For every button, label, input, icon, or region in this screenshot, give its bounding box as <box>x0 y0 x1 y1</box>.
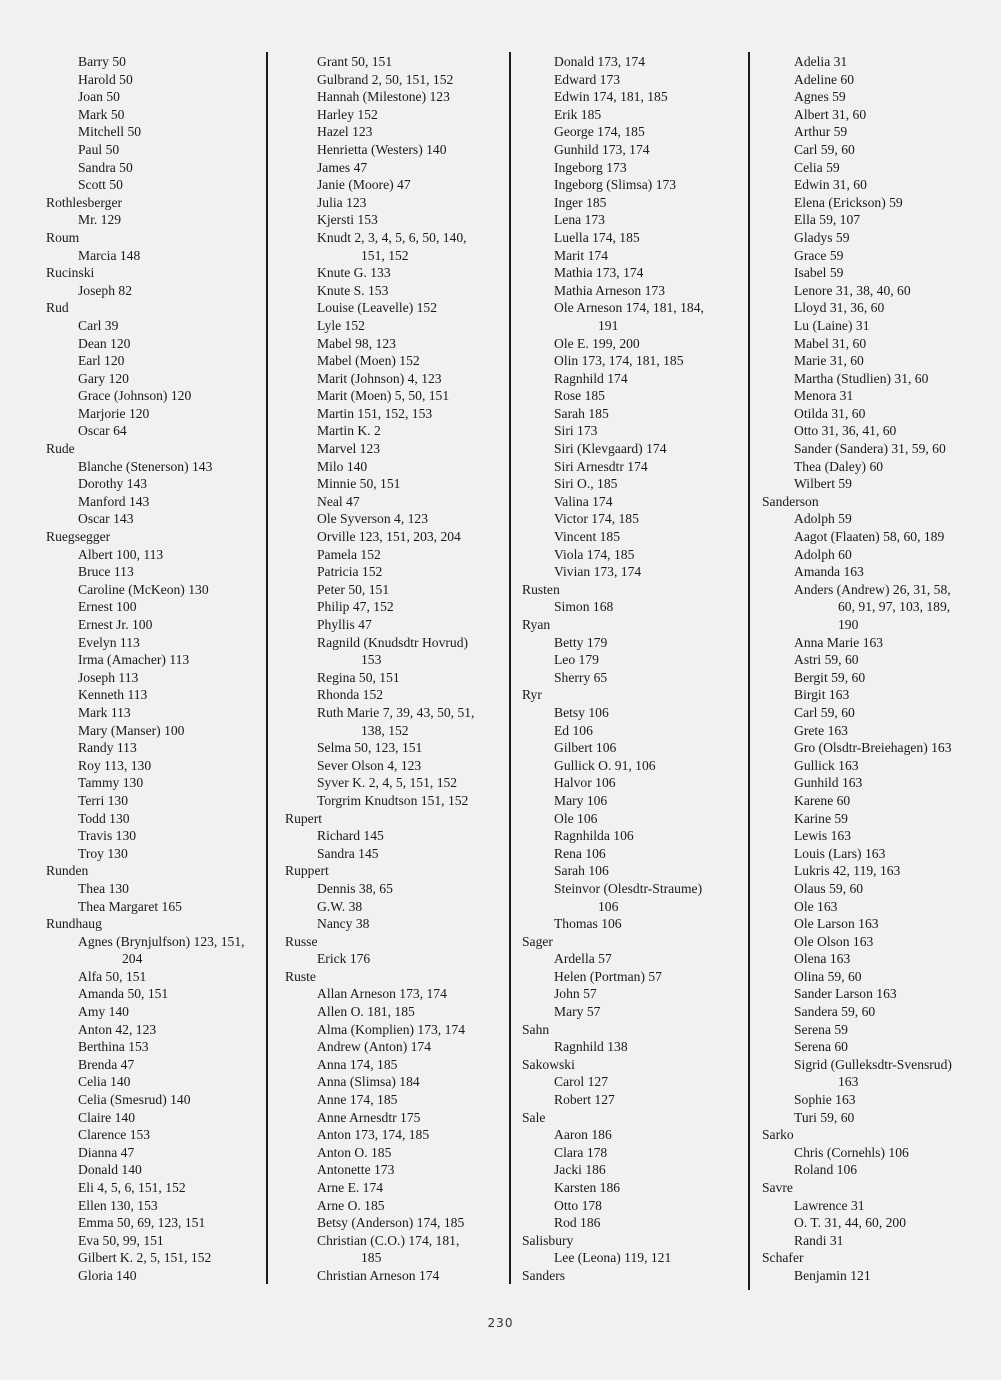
index-entry: Carl 59, 60 <box>794 704 855 720</box>
index-entry: Siri 173 <box>554 423 598 439</box>
index-entry: Ragnild (Knudsdtr Hovrud) <box>317 634 469 650</box>
index-entry: Ragnhild 138 <box>554 1039 628 1055</box>
index-entry: Hannah (Milestone) 123 <box>317 89 450 105</box>
index-entry: Anne Arnesdtr 175 <box>317 1109 421 1125</box>
surname-heading: Savre <box>762 1180 793 1195</box>
index-entry: Adeline 60 <box>794 71 855 87</box>
index-entry: Rhonda 152 <box>317 687 384 703</box>
index-entry: Albert 100, 113 <box>78 546 164 562</box>
index-entry: Victor 174, 185 <box>554 511 639 527</box>
index-entry: Kenneth 113 <box>78 687 148 703</box>
index-entry: Marit (Johnson) 4, 123 <box>317 370 442 386</box>
index-entry: Betty 179 <box>554 634 608 650</box>
index-entry: Mark 113 <box>78 704 131 720</box>
index-entry: Siri Arnesdtr 174 <box>554 458 648 474</box>
index-entry: Lee (Leona) 119, 121 <box>554 1250 672 1266</box>
index-entry: Karsten 186 <box>554 1180 621 1195</box>
index-entry: Sarah 106 <box>554 863 609 879</box>
index-entry: Pamela 152 <box>317 546 381 562</box>
index-entry: Otto 178 <box>554 1197 602 1213</box>
index-entry: Turi 59, 60 <box>794 1109 855 1125</box>
index-entry: Emma 50, 69, 123, 151 <box>78 1215 206 1231</box>
index-entry: Ragnhild 174 <box>554 370 628 386</box>
column-divider-1 <box>266 52 268 1284</box>
index-entry: Lyle 152 <box>317 317 365 333</box>
index-entry: Menora 31 <box>794 388 854 404</box>
index-entry: Dennis 38, 65 <box>317 880 393 896</box>
index-entry: Knute G. 133 <box>317 265 391 281</box>
index-entry: Ardella 57 <box>554 951 612 967</box>
index-entry: Peter 50, 151 <box>317 581 390 597</box>
index-entry: Roland 106 <box>794 1162 858 1178</box>
index-entry: Eli 4, 5, 6, 151, 152 <box>78 1180 186 1195</box>
index-entry: Carl 59, 60 <box>794 141 855 157</box>
index-entry: Ingeborg 173 <box>554 159 627 175</box>
index-entry: Martin K. 2 <box>317 423 381 439</box>
index-entry: Ingeborg (Slimsa) 173 <box>554 177 677 193</box>
index-entry: Elena (Erickson) 59 <box>794 194 903 210</box>
index-entry: Philip 47, 152 <box>317 599 394 615</box>
index-entry: Erik 185 <box>554 106 602 122</box>
index-entry: John 57 <box>554 986 597 1002</box>
index-entry: Mathia 173, 174 <box>554 265 644 281</box>
index-entry: Mabel (Moen) 152 <box>317 353 420 369</box>
entry-continuation: 190 <box>838 617 859 632</box>
index-entry: Louis (Lars) 163 <box>794 845 886 861</box>
surname-heading: Ruppert <box>285 863 329 879</box>
index-entry: Albert 31, 60 <box>794 106 867 122</box>
index-entry: Ragnhilda 106 <box>554 828 634 844</box>
index-entry: Marvel 123 <box>317 441 381 457</box>
index-entry: Travis 130 <box>78 828 137 844</box>
index-entry: Earl 120 <box>78 353 125 369</box>
surname-heading: Ruegsegger <box>46 529 111 545</box>
index-entry: Adelia 31 <box>794 54 848 69</box>
index-entry: Randi 31 <box>794 1232 844 1248</box>
surname-heading: Ryan <box>522 617 551 632</box>
index-entry: Wilbert 59 <box>794 476 852 492</box>
index-entry: Gilbert K. 2, 5, 151, 152 <box>78 1250 212 1266</box>
index-entry: Agnes (Brynjulfson) 123, 151, <box>78 933 245 949</box>
index-entry: Otilda 31, 60 <box>794 405 866 421</box>
index-entry: George 174, 185 <box>554 124 645 140</box>
surname-heading: Rusten <box>522 581 560 597</box>
surname-heading: Runden <box>46 863 89 879</box>
index-entry: Lukris 42, 119, 163 <box>794 863 901 879</box>
index-entry: Grete 163 <box>794 722 848 738</box>
entry-continuation: 185 <box>361 1250 382 1266</box>
index-entry: Sarah 185 <box>554 405 609 421</box>
index-entry: Otto 31, 36, 41, 60 <box>794 423 897 439</box>
index-entry: Helen (Portman) 57 <box>554 968 662 984</box>
surname-heading: Ryr <box>522 687 542 703</box>
index-entry: Ole 106 <box>554 810 598 826</box>
index-entry: O. T. 31, 44, 60, 200 <box>794 1215 907 1231</box>
index-entry: Ruth Marie 7, 39, 43, 50, 51, <box>317 704 475 720</box>
index-entry: Inger 185 <box>554 194 607 210</box>
index-entry: Sever Olson 4, 123 <box>317 757 422 773</box>
index-entry: Knudt 2, 3, 4, 5, 6, 50, 140, <box>317 229 467 245</box>
index-entry: Rod 186 <box>554 1215 601 1231</box>
index-entry: Betsy 106 <box>554 704 609 720</box>
index-entry: Astri 59, 60 <box>794 652 859 668</box>
surname-heading: Sakowski <box>522 1056 575 1072</box>
index-entry: Anna Marie 163 <box>794 634 884 650</box>
surname-heading: Rothlesberger <box>46 194 123 210</box>
column-divider-2 <box>509 52 511 1284</box>
index-entry: Donald 140 <box>78 1162 142 1178</box>
index-entry: Christian Arneson 174 <box>317 1267 440 1283</box>
surname-heading: Schafer <box>762 1250 804 1266</box>
surname-heading: Rud <box>46 300 69 316</box>
index-entry: Celia 140 <box>78 1074 131 1090</box>
index-entry: Clarence 153 <box>78 1127 151 1143</box>
index-entry: Martin 151, 152, 153 <box>317 405 433 421</box>
index-entry: Arthur 59 <box>794 124 848 140</box>
index-entry: Birgit 163 <box>794 687 850 703</box>
index-column-3 <box>522 53 744 1285</box>
index-entry: Viola 174, 185 <box>554 546 635 562</box>
index-entry: Mr. 129 <box>78 212 122 228</box>
index-entry: Carl 39 <box>78 317 119 333</box>
index-entry: Louise (Leavelle) 152 <box>317 300 438 316</box>
index-entry: Neal 47 <box>317 493 360 509</box>
index-entry: Oscar 64 <box>78 423 127 439</box>
entry-continuation: 204 <box>122 951 143 967</box>
index-entry: Chris (Cornehls) 106 <box>794 1144 909 1160</box>
index-entry: Terri 130 <box>78 792 129 808</box>
index-entry: G.W. 38 <box>317 898 363 914</box>
index-entry: Bergit 59, 60 <box>794 669 866 685</box>
entry-continuation: 106 <box>598 898 619 914</box>
index-entry: Hazel 123 <box>317 124 373 140</box>
index-entry: Mary (Manser) 100 <box>78 722 185 738</box>
index-entry: Thomas 106 <box>554 916 622 932</box>
index-entry: James 47 <box>317 159 368 175</box>
index-entry: Amanda 50, 151 <box>78 986 169 1002</box>
index-entry: Brenda 47 <box>78 1056 135 1072</box>
index-column-4 <box>762 53 994 1285</box>
index-entry: Vivian 173, 174 <box>554 564 642 580</box>
surname-heading: Ruste <box>285 968 316 984</box>
index-entry: Barry 50 <box>78 54 126 69</box>
index-entry: Lenore 31, 38, 40, 60 <box>794 282 911 298</box>
index-entry: Anton O. 185 <box>317 1144 392 1160</box>
index-entry: Adolph 59 <box>794 511 852 527</box>
index-entry: Gloria 140 <box>78 1267 137 1283</box>
index-entry: Olena 163 <box>794 951 851 967</box>
entry-continuation: 138, 152 <box>361 722 409 738</box>
index-entry: Edwin 31, 60 <box>794 177 867 193</box>
index-entry: Antonette 173 <box>317 1162 395 1178</box>
index-entry: Gullick O. 91, 106 <box>554 757 656 773</box>
index-entry: Eva 50, 99, 151 <box>78 1232 164 1248</box>
entry-continuation: 60, 91, 97, 103, 189, <box>838 599 951 615</box>
index-entry: Lu (Laine) 31 <box>794 317 870 333</box>
index-entry: Grant 50, 151 <box>317 54 393 69</box>
index-entry: Marit 174 <box>554 247 608 263</box>
index-entry: Mary 57 <box>554 1004 601 1020</box>
index-entry: Karene 60 <box>794 792 851 808</box>
index-entry: Simon 168 <box>554 599 614 615</box>
index-entry: Marit (Moen) 5, 50, 151 <box>317 388 450 404</box>
index-entry: Evelyn 113 <box>78 634 140 650</box>
index-entry: Mary 106 <box>554 792 608 808</box>
index-entry: Ole Syverson 4, 123 <box>317 511 429 527</box>
index-entry: Richard 145 <box>317 828 384 844</box>
index-entry: Serena 59 <box>794 1021 848 1037</box>
index-entry: Anna (Slimsa) 184 <box>317 1074 420 1090</box>
index-entry: Martha (Studlien) 31, 60 <box>794 370 929 386</box>
index-entry: Thea (Daley) 60 <box>794 458 884 474</box>
index-entry: Mark 50 <box>78 106 125 122</box>
index-entry: Anton 173, 174, 185 <box>317 1127 430 1143</box>
index-entry: Siri O., 185 <box>554 476 618 492</box>
index-entry: Troy 130 <box>78 845 128 861</box>
index-column-2 <box>285 53 505 1285</box>
index-entry: Harold 50 <box>78 71 133 87</box>
page-number: 230 <box>487 1316 514 1330</box>
index-entry: Adolph 60 <box>794 546 852 562</box>
index-entry: Celia (Smesrud) 140 <box>78 1092 191 1108</box>
index-entry: Grace (Johnson) 120 <box>78 388 192 404</box>
index-entry: Thea 130 <box>78 880 129 896</box>
index-entry: Gilbert 106 <box>554 740 617 756</box>
index-entry: Erick 176 <box>317 951 371 967</box>
index-entry: Sander Larson 163 <box>794 986 897 1002</box>
index-entry: Janie (Moore) 47 <box>317 177 411 193</box>
index-entry: Ellen 130, 153 <box>78 1197 158 1213</box>
surname-heading: Sanders <box>522 1267 566 1283</box>
index-entry: Serena 60 <box>794 1039 848 1055</box>
index-entry: Lewis 163 <box>794 828 852 844</box>
index-entry: Patricia 152 <box>317 564 383 580</box>
index-entry: Berthina 153 <box>78 1039 149 1055</box>
index-entry: Gunhild 163 <box>794 775 863 791</box>
index-entry: Orville 123, 151, 203, 204 <box>317 529 461 545</box>
index-entry: Edwin 174, 181, 185 <box>554 89 668 105</box>
index-entry: Irma (Amacher) 113 <box>78 652 190 668</box>
index-entry: Gary 120 <box>78 370 129 386</box>
index-entry: Agnes 59 <box>794 89 846 105</box>
index-entry: Siri (Klevgaard) 174 <box>554 441 667 457</box>
index-entry: Bruce 113 <box>78 564 134 580</box>
index-entry: Valina 174 <box>554 493 613 509</box>
index-entry: Joseph 113 <box>78 669 139 685</box>
index-entry: Christian (C.O.) 174, 181, <box>317 1232 460 1248</box>
index-column-1 <box>46 53 261 1285</box>
index-entry: Kjersti 153 <box>317 212 378 228</box>
index-entry: Aaron 186 <box>554 1127 612 1143</box>
index-entry: Rose 185 <box>554 388 605 404</box>
index-entry: Blanche (Stenerson) 143 <box>78 458 213 474</box>
index-entry: Sander (Sandera) 31, 59, 60 <box>794 441 946 457</box>
index-entry: Lawrence 31 <box>794 1197 865 1213</box>
surname-heading: Rucinski <box>46 265 95 281</box>
index-entry: Harley 152 <box>317 106 378 122</box>
index-entry: Betsy (Anderson) 174, 185 <box>317 1215 465 1231</box>
entry-continuation: 151, 152 <box>361 247 409 263</box>
index-entry: Rena 106 <box>554 845 606 861</box>
index-entry: Benjamin 121 <box>794 1267 871 1283</box>
index-entry: Ole E. 199, 200 <box>554 335 640 351</box>
index-entry: Sandra 50 <box>78 159 133 175</box>
index-entry: Joan 50 <box>78 89 120 105</box>
surname-heading: Sahn <box>522 1021 550 1037</box>
index-entry: Celia 59 <box>794 159 840 175</box>
index-entry: Julia 123 <box>317 194 367 210</box>
index-entry: Carol 127 <box>554 1074 608 1090</box>
index-entry: Gunhild 173, 174 <box>554 141 650 157</box>
index-entry: Arne E. 174 <box>317 1180 384 1195</box>
index-entry: Vincent 185 <box>554 529 621 545</box>
entry-continuation: 153 <box>361 652 382 668</box>
surname-heading: Sager <box>522 933 553 949</box>
index-entry: Anne 174, 185 <box>317 1092 398 1108</box>
index-entry: Halvor 106 <box>554 775 616 791</box>
index-entry: Donald 173, 174 <box>554 54 645 69</box>
index-entry: Selma 50, 123, 151 <box>317 740 423 756</box>
index-entry: Gulbrand 2, 50, 151, 152 <box>317 71 454 87</box>
index-entry: Oscar 143 <box>78 511 134 527</box>
index-entry: Amy 140 <box>78 1004 129 1020</box>
index-entry: Amanda 163 <box>794 564 864 580</box>
index-entry: Marcia 148 <box>78 247 141 263</box>
index-entry: Marie 31, 60 <box>794 353 864 369</box>
index-entry: Allen O. 181, 185 <box>317 1004 415 1020</box>
index-entry: Ole Olson 163 <box>794 933 874 949</box>
index-entry: Mathia Arneson 173 <box>554 282 665 298</box>
index-entry: Manford 143 <box>78 493 150 509</box>
index-entry: Clara 178 <box>554 1144 608 1160</box>
index-entry: Karine 59 <box>794 810 848 826</box>
index-entry: Olina 59, 60 <box>794 968 862 984</box>
index-entry: Claire 140 <box>78 1109 136 1125</box>
index-entry: Roy 113, 130 <box>78 757 152 773</box>
index-entry: Olaus 59, 60 <box>794 880 864 896</box>
index-entry: Sherry 65 <box>554 669 608 685</box>
index-entry: Paul 50 <box>78 141 120 157</box>
index-entry: Torgrim Knudtson 151, 152 <box>317 792 469 808</box>
index-entry: Arne O. 185 <box>317 1197 385 1213</box>
surname-heading: Sale <box>522 1109 546 1125</box>
index-entry: Edward 173 <box>554 71 621 87</box>
index-entry: Aagot (Flaaten) 58, 60, 189 <box>794 529 945 545</box>
index-entry: Andrew (Anton) 174 <box>317 1039 432 1055</box>
surname-heading: Rupert <box>285 810 322 826</box>
surname-heading: Rundhaug <box>46 916 102 932</box>
index-entry: Caroline (McKeon) 130 <box>78 581 209 597</box>
index-entry: Ole Arneson 174, 181, 184, <box>554 300 704 316</box>
surname-heading: Rude <box>46 441 75 457</box>
surname-heading: Russe <box>285 933 318 949</box>
index-entry: Ernest 100 <box>78 599 137 615</box>
surname-heading: Roum <box>46 229 80 245</box>
index-entry: Olin 173, 174, 181, 185 <box>554 353 684 369</box>
index-entry: Thea Margaret 165 <box>78 898 182 914</box>
index-entry: Anton 42, 123 <box>78 1021 157 1037</box>
index-entry: Anna 174, 185 <box>317 1056 398 1072</box>
index-entry: Jacki 186 <box>554 1162 606 1178</box>
index-entry: Dean 120 <box>78 335 131 351</box>
surname-heading: Sanderson <box>762 493 819 509</box>
index-entry: Randy 113 <box>78 740 137 756</box>
index-entry: Lloyd 31, 36, 60 <box>794 300 885 316</box>
index-entry: Sigrid (Gulleksdtr-Svensrud) <box>794 1056 952 1072</box>
index-entry: Sandra 145 <box>317 845 379 861</box>
index-entry: Dorothy 143 <box>78 476 148 492</box>
index-entry: Mabel 98, 123 <box>317 335 396 351</box>
surname-heading: Salisbury <box>522 1232 574 1248</box>
index-entry: Lena 173 <box>554 212 605 228</box>
index-entry: Anders (Andrew) 26, 31, 58, <box>794 581 951 597</box>
index-entry: Marjorie 120 <box>78 405 150 421</box>
index-entry: Henrietta (Westers) 140 <box>317 141 447 157</box>
index-entry: Nancy 38 <box>317 916 370 932</box>
index-entry: Phyllis 47 <box>317 617 372 632</box>
index-entry: Grace 59 <box>794 247 844 263</box>
index-entry: Knute S. 153 <box>317 282 389 298</box>
index-entry: Sophie 163 <box>794 1092 856 1108</box>
index-entry: Ole 163 <box>794 898 838 914</box>
index-entry: Minnie 50, 151 <box>317 476 401 492</box>
index-entry: Syver K. 2, 4, 5, 151, 152 <box>317 775 458 791</box>
index-entry: Ed 106 <box>554 722 593 738</box>
index-entry: Allan Arneson 173, 174 <box>317 986 447 1002</box>
index-entry: Alfa 50, 151 <box>78 968 147 984</box>
index-entry: Isabel 59 <box>794 265 844 281</box>
index-entry: Luella 174, 185 <box>554 229 640 245</box>
index-entry: Todd 130 <box>78 810 130 826</box>
index-entry: Ole Larson 163 <box>794 916 879 932</box>
index-entry: Scott 50 <box>78 177 123 193</box>
index-entry: Mitchell 50 <box>78 124 142 140</box>
index-entry: Ernest Jr. 100 <box>78 617 153 632</box>
index-entry: Steinvor (Olesdtr-Straume) <box>554 880 703 896</box>
index-entry: Tammy 130 <box>78 775 144 791</box>
surname-heading: Sarko <box>762 1127 794 1143</box>
index-entry: Gro (Olsdtr-Breiehagen) 163 <box>794 740 952 756</box>
entry-continuation: 191 <box>598 317 619 333</box>
index-entry: Regina 50, 151 <box>317 669 400 685</box>
entry-continuation: 163 <box>838 1074 859 1090</box>
index-entry: Leo 179 <box>554 652 599 668</box>
index-entry: Dianna 47 <box>78 1144 135 1160</box>
index-entry: Ella 59, 107 <box>794 212 861 228</box>
index-entry: Robert 127 <box>554 1092 615 1108</box>
index-entry: Milo 140 <box>317 458 368 474</box>
index-entry: Joseph 82 <box>78 282 132 298</box>
index-entry: Mabel 31, 60 <box>794 335 867 351</box>
column-divider-3 <box>748 52 750 1290</box>
index-entry: Gladys 59 <box>794 229 850 245</box>
index-entry: Alma (Komplien) 173, 174 <box>317 1021 465 1037</box>
index-entry: Gullick 163 <box>794 757 859 773</box>
index-entry: Sandera 59, 60 <box>794 1004 876 1020</box>
